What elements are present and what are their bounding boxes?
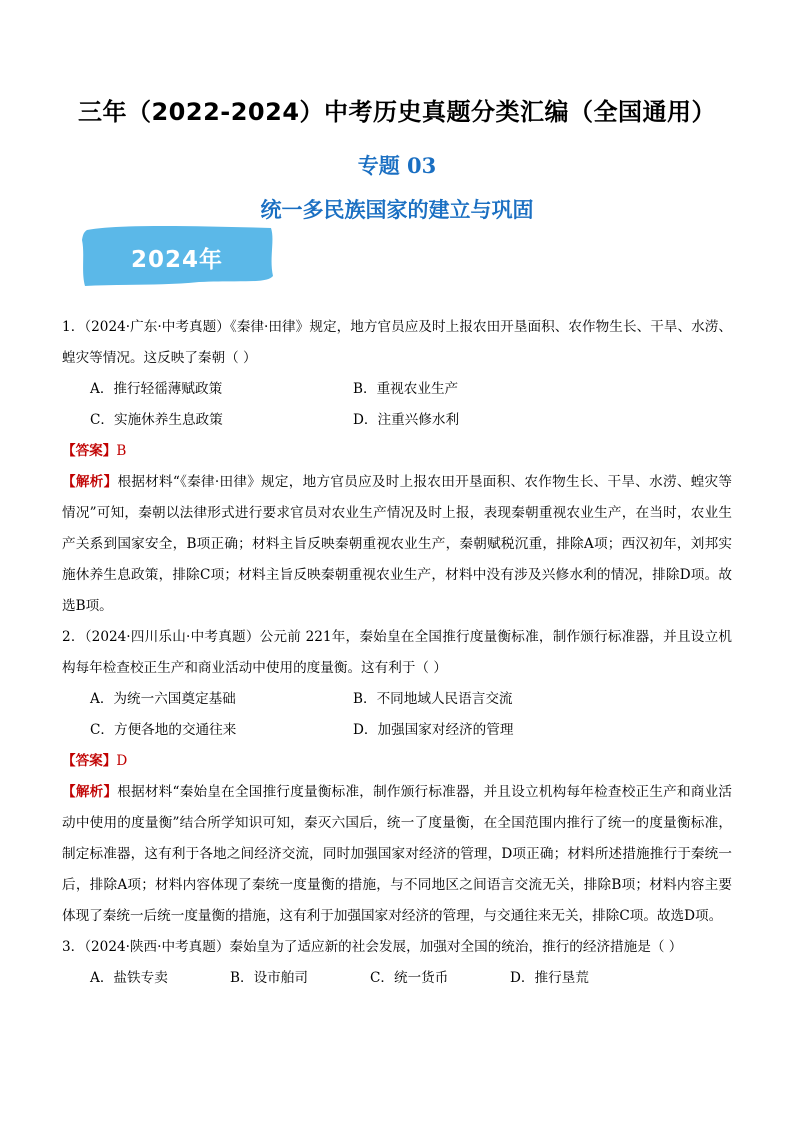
analysis-text: 根据材料“《秦律·田律》规定，地方官员应及时上报农田开垦面积、农作物生长、干旱、水涝、蝗灾等情况”可知，秦朝以法律形式进行要求官员对农业生产情况及时上报，表现秦朝重视农业生产，在当时，农业生产关系到国家安全，B项正确；材料主旨反映秦朝重视农业生产，秦朝赋税沉重，排除A项；西汉初年，刘邦实施休养生息政策，排除C项；材料主旨反映秦朝重视农业生产，材料中没有涉及兴修水利的情况，排除D项。故选B项。	[62, 474, 733, 614]
question-1-option-a: A．推行轻徭薄赋政策	[90, 381, 223, 397]
document-title: 三年（2022-2024）中考历史真题分类汇编（全国通用）	[77, 98, 717, 126]
analysis-text: 根据材料“秦始皇在全国推行度量衡标准，制作颁行标准器，并且设立机构每年检查校正生产和商业活动中使用的度量衡”结合所学知识可知，秦灭六国后，统一了度量衡，在全国范围内推行了统一的度量衡标准，制定标准器，这有利于各地之间经济交流，同时加强国家对经济的管理，D项正确；材料所述措施推行于秦统一后，排除A项；材料内容体现了秦统一度量衡的措施，与不同地区之间语言交流无关，排除B项；材料内容主要体现了秦统一后统一度量衡的措施，这有利于加强国家对经济的管理，与交通往来无关，排除C项。故选D项。	[62, 784, 733, 924]
section-badge	[79, 220, 275, 295]
section-badge-label: 2024年	[130, 247, 223, 273]
question-2-stem: 2．（2024·四川乐山·中考真题）公元前 221年，秦始皇在全国推行度量衡标准，制作颁行标准器，并且设立机构每年检查校正生产和商业活动中使用的度量衡。这有利于（ ）	[62, 629, 732, 676]
question-1-option-b: B．重视农业生产	[353, 381, 459, 397]
answer-label: 【答案】	[62, 753, 117, 769]
analysis-label: 【解析】	[62, 784, 118, 800]
question-3-option-b: B．设市舶司	[230, 970, 308, 986]
answer-value: B	[116, 443, 127, 459]
question-3-option-c: C．统一货币	[370, 970, 449, 986]
questions-content	[62, 312, 732, 994]
question-1-option-d: D．注重兴修水利	[353, 412, 460, 428]
question-2-option-c: C．方便各地的交通往来	[90, 722, 237, 738]
question-3-option-d: D．推行垦荒	[510, 970, 589, 986]
question-2-answer	[62, 746, 732, 777]
question-1-analysis	[62, 467, 732, 622]
answer-label: 【答案】	[62, 443, 117, 459]
analysis-label: 【解析】	[62, 474, 118, 490]
question-2-options-row-1	[62, 684, 732, 715]
question-2-options-row-2	[62, 715, 732, 746]
question-2-option-d: D．加强国家对经济的管理	[353, 722, 514, 738]
question-1-stem: 1．（2024·广东·中考真题）《秦律·田律》规定，地方官员应及时上报农田开垦面积、农作物生长、干旱、水涝、蝗灾等情况。这反映了秦朝（ ）	[62, 319, 732, 366]
question-1-options-row-1	[62, 374, 732, 405]
topic-name: 统一多民族国家的建立与巩固	[260, 197, 534, 222]
question-3-options-row	[62, 963, 732, 994]
answer-value: D	[116, 753, 128, 769]
question-3-stem: 3．（2024·陕西·中考真题）秦始皇为了适应新的社会发展，加强对全国的统治，推行的经济措施是（ ）	[62, 939, 683, 955]
question-2-option-a: A．为统一六国奠定基础	[90, 691, 236, 707]
question-2-analysis	[62, 777, 732, 932]
question-1-answer	[62, 436, 732, 467]
question-1-option-c: C．实施休养生息政策	[90, 412, 223, 428]
question-2-option-b: B．不同地域人民语言交流	[353, 691, 513, 707]
topic-number: 专题 03	[357, 153, 437, 178]
question-3-option-a: A．盐铁专卖	[90, 970, 168, 986]
question-1-options-row-2	[62, 405, 732, 436]
